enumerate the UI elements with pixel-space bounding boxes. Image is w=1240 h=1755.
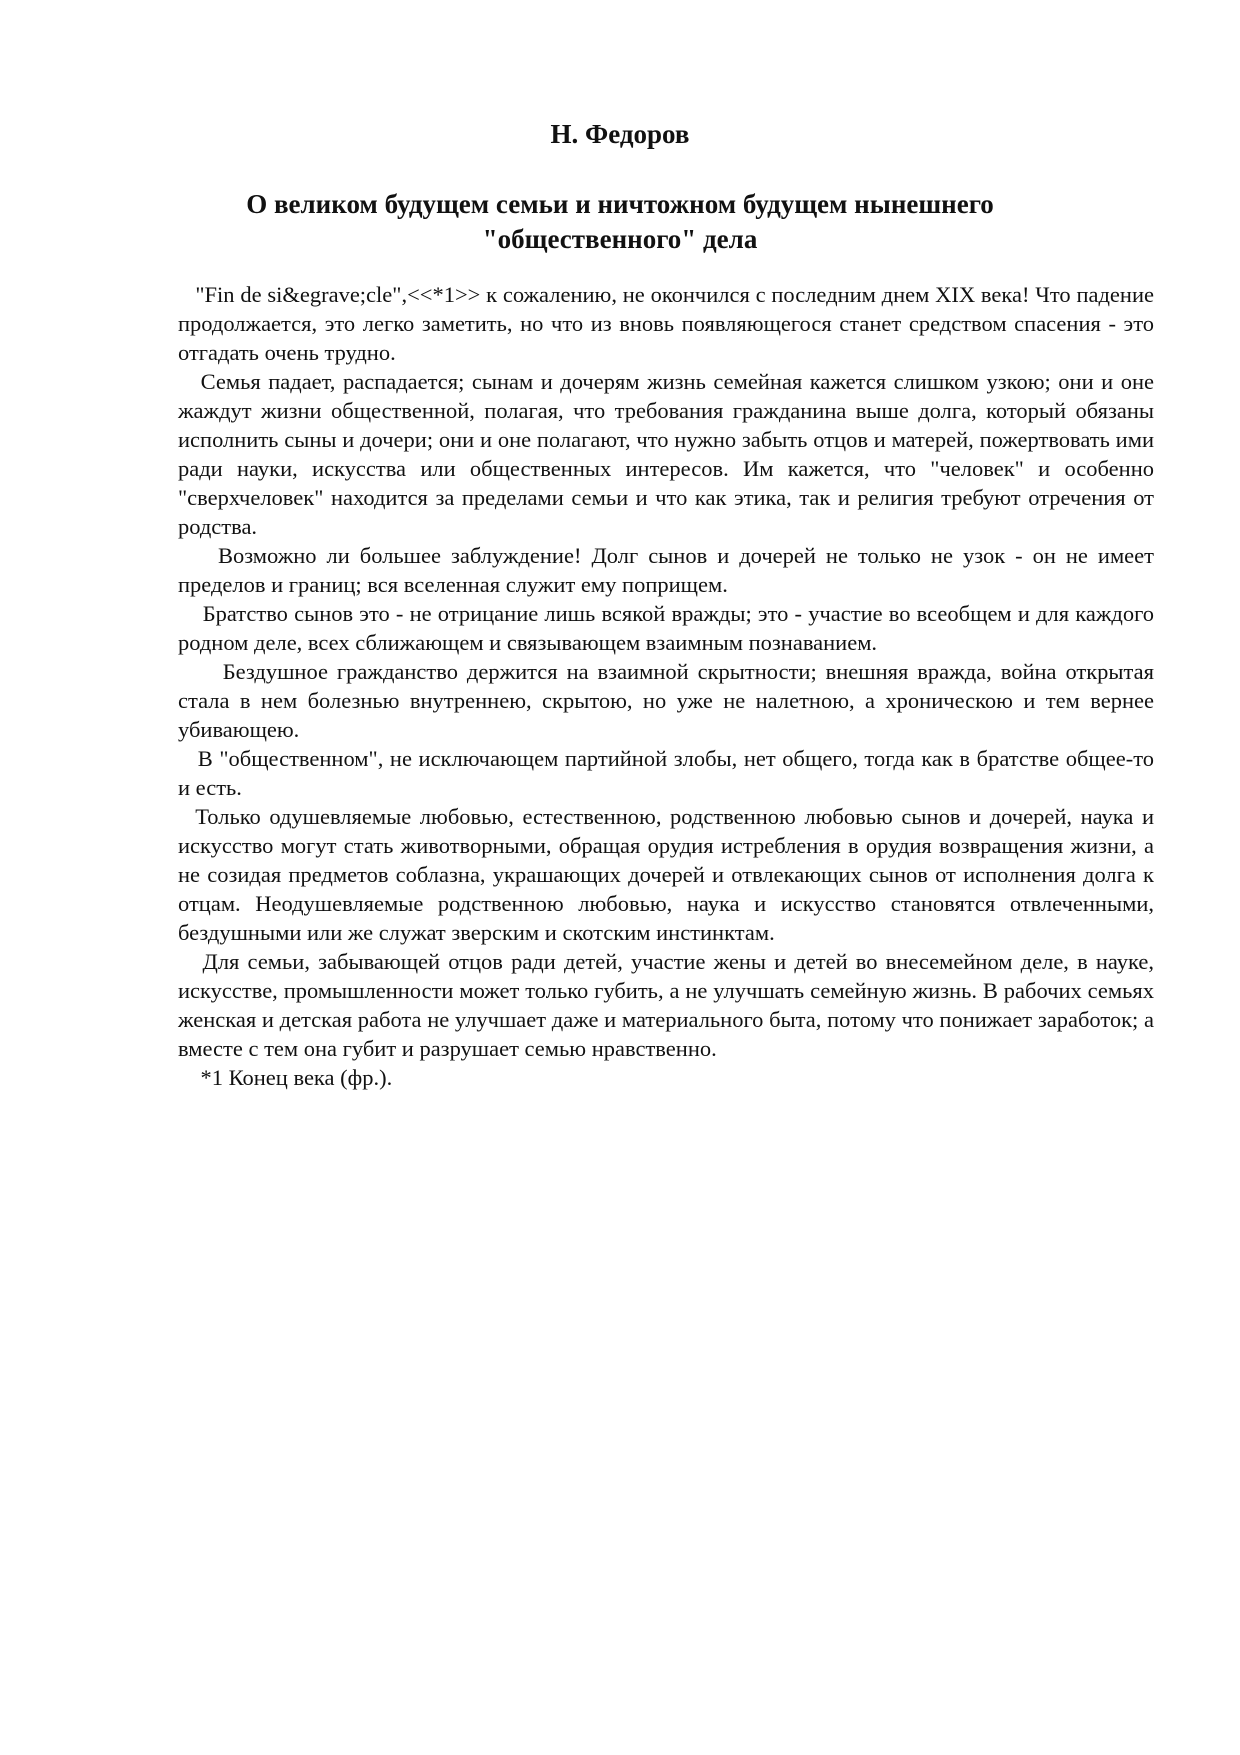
document-title: О великом будущем семьи и ничтожном будущем нынешнего "общественного" дела (246, 189, 994, 254)
footnote: *1 Конец века (фр.). (178, 1065, 393, 1090)
paragraph-soulless-citizenship: Бездушное гражданство держится на взаимной скрытности; внешняя вражда, война открытая стала в нем болезнью внутреннею, скрытою, но уже не налетною, а хроническою и тем вернее убивающею. (178, 659, 1154, 742)
paragraph-fin-de-siecle: "Fin de si&egrave;cle",<<*1>> к сожалению, не окончился с последним днем XIX века! Что падение продолжается, это легко заметить, но что из вновь появляющегося станет средством спасения - это отгадать очень трудно. (178, 282, 1154, 365)
paragraph-family-work: Для семьи, забывающей отцов ради детей, участие жены и детей во внесемейном деле, в науке, искусстве, промышленности может только губить, а не улучшать семейную жизнь. В рабочих семьях женская и детская работа не улучшает даже и материального быта, потому что понижает заработок; а вместе с тем она губит и разрушает семью нравственно. (178, 949, 1154, 1061)
paragraph-science-art: Только одушевляемые любовью, естественною, родственною любовью сынов и дочерей, наука и искусство могут стать животворными, обращая орудия истребления в орудия возвращения жизни, а не созидая предметов соблазна, украшающих дочерей и отвлекающих сынов от исполнения долга к отцам. Неодушевляемые родственною любовью, наука и искусство становятся отвлеченными, бездушными или же служат зверским и скотским инстинктам. (178, 804, 1154, 945)
paragraph-public: В "общественном", не исключающем партийной злобы, нет общего, тогда как в братстве общее-то и есть. (178, 746, 1154, 800)
author-heading: Н. Федоров (550, 119, 690, 149)
paragraph-family-falls: Семья падает, распадается; сынам и дочерям жизнь семейная кажется слишком узкою; они и оне жаждут жизни общественной, полагая, что требования гражданина выше долга, который обязаны исполнить сыны и дочери; они и оне полагают, что нужно забыть отцов и матерей, пожертвовать ими ради науки, искусства или общественных интересов. Им кажется, что "человек" и особенно "сверхчеловек" находится за пределами семьи и что как этика, так и религия требуют отречения от родства. (178, 369, 1154, 539)
body-text (178, 280, 1154, 1092)
paragraph-delusion: Возможно ли большее заблуждение! Долг сынов и дочерей не только не узок - он не имеет пределов и границ; вся вселенная служит ему поприщем. (178, 543, 1154, 597)
paragraph-brotherhood: Братство сынов это - не отрицание лишь всякой вражды; это - участие во всеобщем и для каждого родном деле, всех сближающем и связывающем взаимным познаванием. (178, 601, 1154, 655)
